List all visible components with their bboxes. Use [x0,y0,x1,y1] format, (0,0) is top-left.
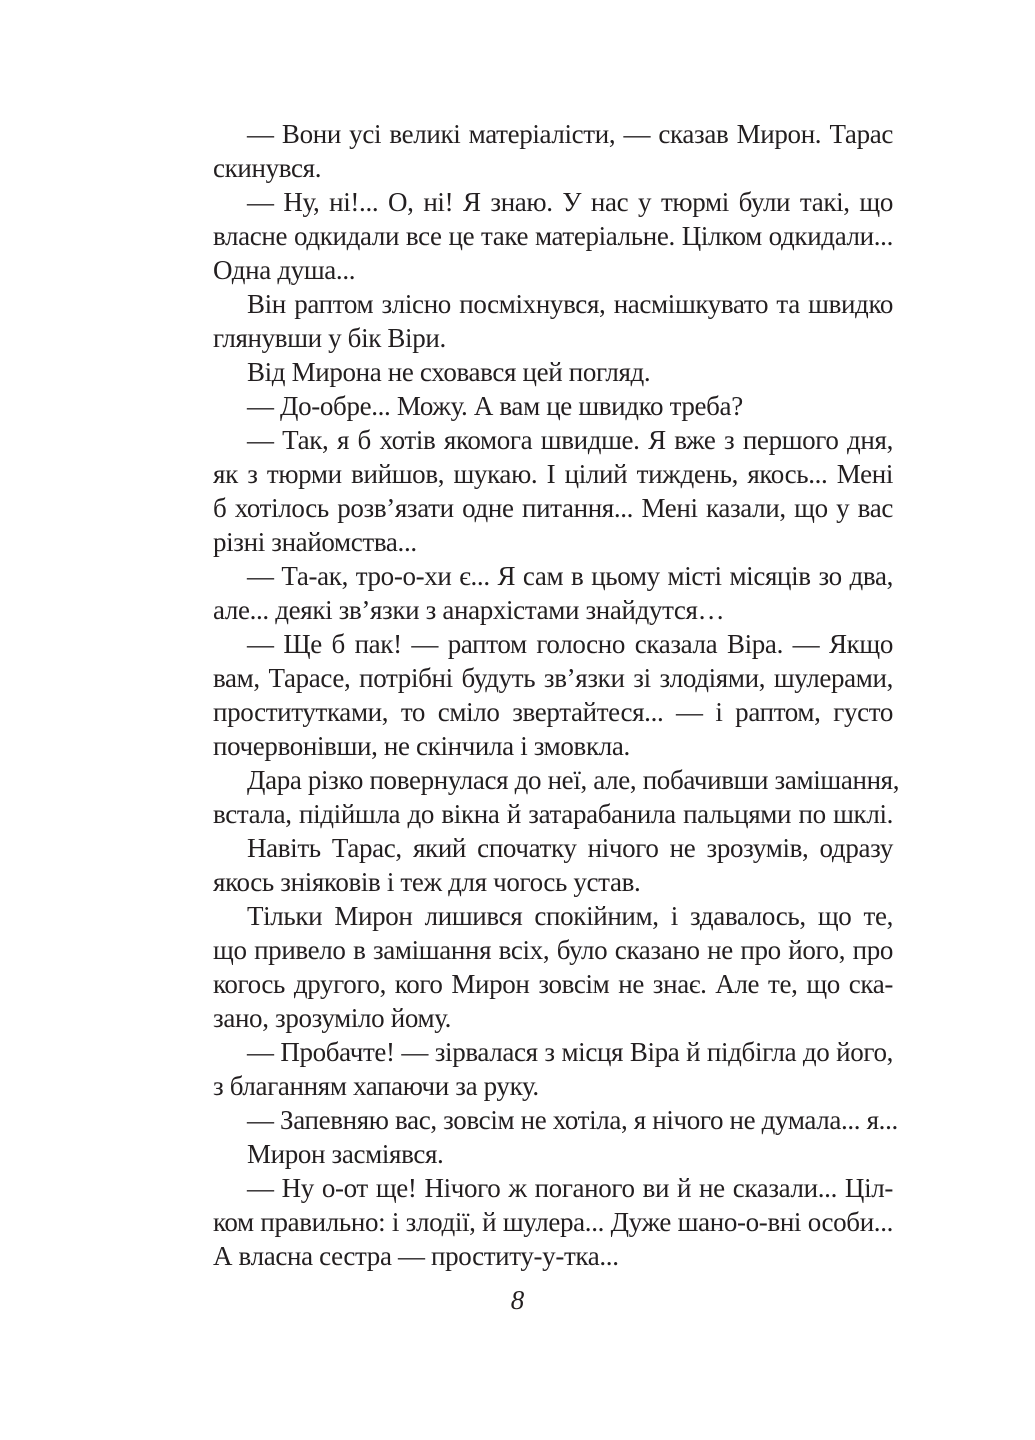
text-line: А власна сестра — проститу-у-тка... [213,1241,619,1271]
text-line: проститутками, то сміло звертайтеся... — і раптом, густо [213,697,893,727]
text-line: різні знайомства... [213,527,417,557]
text-line: Тільки Мирон лишився спокійним, і здавалось, що те, [247,901,893,931]
text-line: — Вони усі великі матеріалісти, — сказав Мирон. Тарас [247,119,893,149]
text-line: глянувши у бік Віри. [213,323,446,353]
text-line: Одна душа... [213,255,356,285]
text-line: почервонівши, не скінчила і змовкла. [213,731,630,761]
text-line: встала, підійшла до вікна й затарабанила пальцями по шклі. [213,799,893,829]
text-line: — Пробачте! — зірвалася з місця Віра й підбігла до його, [247,1037,893,1067]
text-line: Навіть Тарас, який спочатку нічого не зрозумів, одразу [247,833,893,863]
text-line: — Ще б пак! — раптом голосно сказала Віра. — Якщо [247,629,893,659]
text-line: вам, Тарасе, потрібні будуть зв’язки зі злодіями, шулерами, [213,663,893,693]
text-line: власне одкидали все це таке матеріальне. Цілком одкидали... [213,221,893,251]
text-line: скинувся. [213,153,322,183]
text-line: б хотілось розв’язати одне питання... Мені казали, що у вас [213,493,893,523]
body-text [213,117,900,1273]
text-line: зано, зрозуміло йому. [213,1003,452,1033]
text-line: Мирон засміявся. [247,1139,444,1169]
text-line: — Та-ак, тро-о-хи є... Я сам в цьому місті місяців зо два, [247,561,893,591]
text-line: — Так, я б хотів якомога швидше. Я вже з першого дня, [247,425,893,455]
text-line: що привело в замішання всіх, було сказано не про його, про [213,935,893,965]
text-line: — До-обре... Можу. А вам це швидко треба? [247,391,743,421]
text-line: якось зніяковів і теж для чогось устав. [213,867,641,897]
text-line: — Ну о-от ще! Нічого ж поганого ви й не сказали... Ціл- [247,1173,893,1203]
text-line: Від Мирона не сховався цей погляд. [247,357,651,387]
text-line: ком правильно: і злодії, й шулера... Дуже шано-о-вні особи... [213,1207,893,1237]
text-line: — Запевняю вас, зовсім не хотіла, я нічого не думала... я... [247,1105,898,1135]
text-line: — Ну, ні!... О, ні! Я знаю. У нас у тюрмі були такі, що [247,187,893,217]
text-line: з благанням хапаючи за руку. [213,1071,539,1101]
text-line: Він раптом злісно посміхнувся, насмішкувато та швидко [247,289,893,319]
text-line: але... деякі зв’язки з анархістами знайдутся… [213,595,725,625]
text-line: Дара різко повернулася до неї, але, побачивши замішання, [247,765,900,795]
text-line: когось другого, кого Мирон зовсім не знає. Але те, що ска- [213,969,893,999]
page-number: 8 [510,1285,525,1315]
text-line: як з тюрми вийшов, шукаю. І цілий тиждень, якось... Мені [213,459,893,489]
